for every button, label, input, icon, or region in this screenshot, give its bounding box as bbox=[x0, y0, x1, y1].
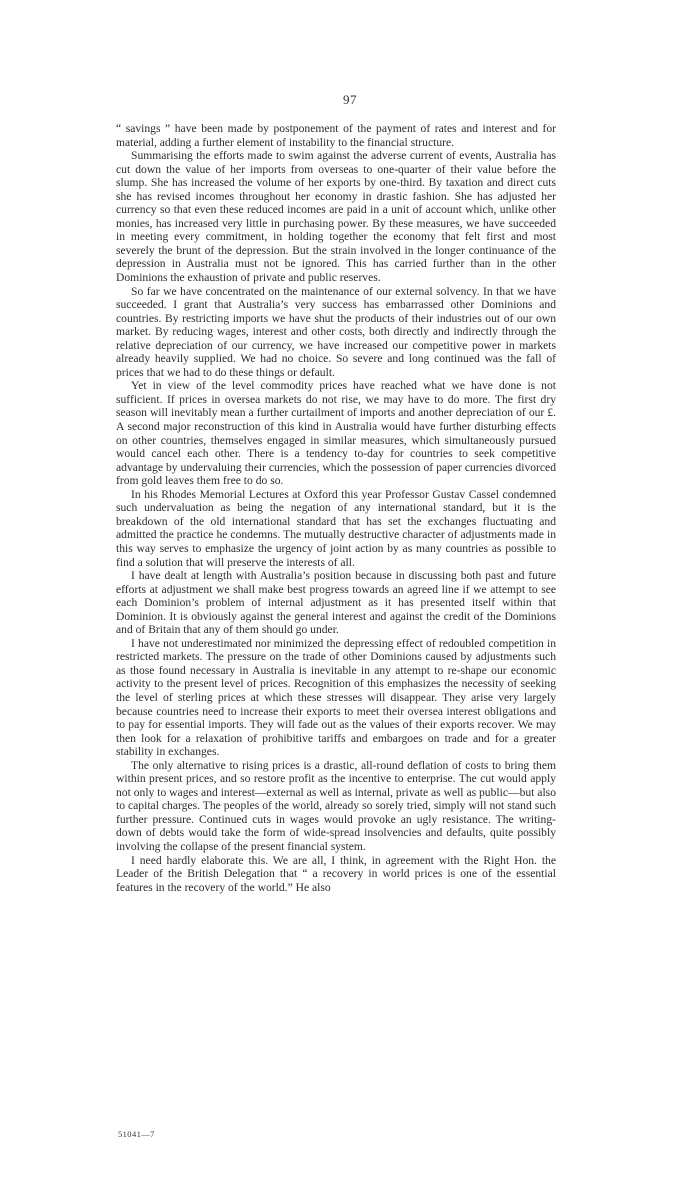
paragraph: “ savings ” have been made by postponement of the payment of rates and interest and for material, adding a further element of instability to the financial structure. bbox=[116, 122, 556, 149]
paragraph: In his Rhodes Memorial Lectures at Oxford this year Professor Gustav Cassel condemned such undervaluation as being the negation of any international standard, but it is the breakdown of the old international standard that has set the exchanges fluctuating and admitted the practice he condemns. The mutually destructive character of adjustments made in this way serves to emphasize the urgency of joint action by as many countries as possible to find a solution that will preserve the interests of all. bbox=[116, 487, 556, 569]
paragraph: I have not underestimated nor minimized the depressing effect of redoubled competition in restricted markets. The pressure on the trade of other Dominions caused by adjustments such as those found necessary in Australia is inevitable in any attempt to re-shape our economic activity to the present level of prices. Recognition of this emphasizes the necessity of seeking the level of sterling prices at which these stresses will disappear. They arise very largely because countries need to increase their exports to meet their oversea interest obligations and to pay for essential imports. They will fade out as the values of their exports recover. We may then look for a relaxation of prohibitive tariffs and embargoes on trade and for a greater stability in exchanges. bbox=[116, 636, 556, 759]
paragraph: So far we have concentrated on the maintenance of our external solvency. In that we have succeeded. I grant that Australia’s very success has embarrassed other Dominions and countries. By restricting imports we have shut the products of their industries out of our own market. By reducing wages, interest and other costs, both directly and indirectly through the relative depreciation of our currency, we have increased our competitive power in markets already heavily supplied. We had no choice. So severe and long continued was the fall of prices that we had to do these things or default. bbox=[116, 284, 556, 379]
paragraph: I need hardly elaborate this. We are all, I think, in agreement with the Right Hon. the Leader of the British Delegation that “ a recovery in world prices is one of the essential features in the recovery of the world.” He also bbox=[116, 853, 556, 894]
paragraph: I have dealt at length with Australia’s position because in discussing both past and future efforts at adjustment we shall make best progress towards an agreed line if we attempt to see each Dominion’s problem of internal adjustment as it has presented itself within that Dominion. It is obviously against the general interest and against the credit of the Dominions and of Britain that any of them should go under. bbox=[116, 569, 556, 637]
footer-print-code: 51041—7 bbox=[118, 1129, 155, 1139]
paragraph: The only alternative to rising prices is a drastic, all-round deflation of costs to bring them within present prices, and so restore profit as the incentive to enterprise. The cut would apply not only to wages and interest—external as well as internal, private as well as public—but also to capital charges. The peoples of the world, already so sorely tried, simply will not stand such further pressure. Continued cuts in wages would provoke an ugly resistance. The writing-down of debts would take the form of wide-spread insolvencies and defaults, quite possibly involving the collapse of the present financial system. bbox=[116, 758, 556, 853]
body-text bbox=[116, 122, 556, 894]
paragraph: Summarising the efforts made to swim against the adverse current of events, Australia has cut down the value of her imports from overseas to one-quarter of their value before the slump. She has increased the volume of her exports by one-third. By taxation and direct cuts she has revised incomes throughout her economy in drastic fashion. She has adjusted her currency so that even these reduced incomes are paid in a unit of account which, unlike other monies, has increased very little in purchasing power. By these measures, we have succeeded in meeting every commitment, in holding together the economy that felt first and most severely the brunt of the depression. But the strain involved in the longer continuance of the depression in Australia must not be ignored. This has carried further than in the other Dominions the exhaustion of private and public reserves. bbox=[116, 149, 556, 285]
paragraph: Yet in view of the level commodity prices have reached what we have done is not sufficient. If prices in oversea markets do not rise, we may have to do more. The first dry season will inevitably mean a further curtailment of imports and another depreciation of our £. A second major reconstruction of this kind in Australia would have further disturbing effects on other countries, themselves engaged in similar measures, which simultaneously pursued would cancel each other. There is a tendency to-day for countries to seek competitive advantage by undervaluing their currencies, which the possession of paper currencies divorced from gold leaves them free to do so. bbox=[116, 379, 556, 488]
page-number: 97 bbox=[343, 92, 357, 107]
